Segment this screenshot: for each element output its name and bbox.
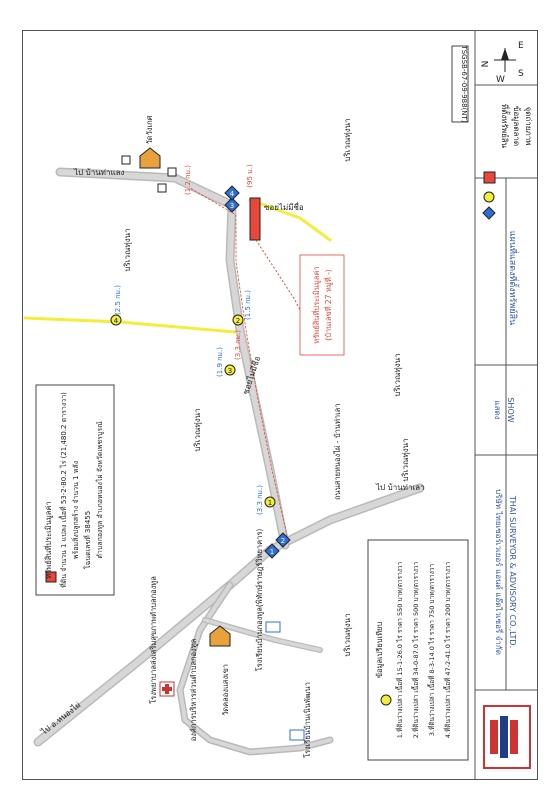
compass-e: E — [518, 41, 524, 51]
subject-legend-box — [36, 385, 114, 595]
subject-legend-title: ทรัพย์สินที่ประเมินมูลค่า — [44, 501, 53, 579]
area-label-1: บริเวณทุ่งนา — [343, 118, 352, 162]
svg-text:3: 3 — [227, 367, 233, 375]
company-logo — [484, 706, 530, 768]
report-code: TSGSB-67-09-988(NT) — [460, 45, 468, 123]
area-label-6: บริเวณทุ่งนา — [343, 613, 352, 657]
area-label-5: บริเวณทุ่งนา — [401, 438, 410, 482]
show-th: แสดง — [493, 400, 502, 420]
svg-text:2: 2 — [280, 537, 286, 545]
label-to-ban-tha-laeng: ไป บ้านท่าแลง — [74, 168, 125, 177]
comparables-icon — [381, 695, 391, 705]
compass-w: W — [496, 75, 505, 85]
map-title: แผนที่แสดงที่ตั้งทรัพย์สิน — [507, 230, 517, 326]
svg-text:3: 3 — [229, 202, 235, 210]
compass-rose-icon — [481, 41, 524, 85]
distance-95m: (95 ม.) — [246, 164, 254, 188]
subject-callout-box — [300, 255, 344, 355]
label-soi-mai-rue-2: ซอยไม่มีชื่อ — [241, 355, 263, 396]
comparable-3: 3.ที่ดินว่างเปล่า เนื้อที่ 8-3-14.0 ไร่ ราคา 750 บาท/ตารางวา — [428, 563, 436, 737]
subject-callout-line1: ทรัพย์สินที่ประเมินมูลค่า — [312, 266, 321, 344]
distance-1-5km: (1.5 กม.) — [244, 290, 252, 320]
svg-text:2: 2 — [235, 317, 241, 325]
area-label-2: บริเวณทุ่งนา — [123, 228, 132, 272]
label-soi-mai-rue: ซอยไม่มีชื่อ — [264, 203, 304, 212]
legend-key-photo: จุดถ่ายภาพ — [524, 106, 533, 146]
label-hospital: โรงพยาบาลส่งเสริมสุขภาพตำบลกองทูล — [149, 576, 158, 704]
distance-3-3km-b: (3.3 กม.) — [256, 485, 264, 515]
label-wat-khong-saeng: วัดคลองแสงเขา — [221, 664, 230, 716]
label-to-ban-tha-lao: ไป บ้านท่าเลา — [376, 483, 425, 492]
hospital-icon — [160, 682, 174, 696]
distance-2-5km: (2.5 กม.) — [114, 285, 122, 315]
photo-key-icon — [483, 207, 495, 219]
svg-text:4: 4 — [229, 190, 235, 198]
svg-text:1: 1 — [269, 548, 275, 556]
legend-key-market: ข้อมูลตลาด — [512, 105, 521, 147]
show-en: SHOW — [506, 397, 515, 423]
svg-text:1: 1 — [267, 499, 273, 507]
subject-property-marker — [250, 198, 260, 240]
label-school-nong-phai: โรงเรียนบ้านกองทูล(พิทักษ์ราษฎร์วิทยาคาร) — [255, 528, 264, 672]
comparable-4: 4.ที่ดินว่างเปล่า เนื้อที่ 47-2-41.0 ไร่ ราคา 200 บาท/ตารางวา — [444, 561, 452, 739]
subject-leader-line — [256, 240, 300, 310]
comparable-2: 2.ที่ดินว่างเปล่า เนื้อที่ 34-0-87.0 ไร่ ราคา 500 บาท/ตารางวา — [412, 561, 420, 739]
label-wat-wang-ket: วัดวังเกศ — [145, 115, 154, 145]
market-key-icon — [484, 192, 494, 202]
temple-icon — [140, 148, 233, 646]
label-tambon-office: องค์การบริหารส่วนตำบลกองทูล — [189, 638, 198, 742]
comparables-title: ข้อมูลเปรียบเทียบ — [375, 621, 384, 679]
subject-legend-line1: ที่ดิน จำนวน 1 แปลง เนื้อที่ 53-2-80.2 ไร่ (21,480.2 ตารางวา) — [60, 392, 68, 588]
subject-key-icon — [484, 172, 495, 183]
subject-legend-line3: โฉนดเลขที่ 38455 — [84, 510, 92, 570]
subject-legend-line2: พร้อมสิ่งปลูกสร้าง จำนวน 1 หลัง — [72, 460, 80, 560]
area-label-4: บริเวณทุ่งนา — [193, 408, 202, 452]
distance-1-9km: (1.9 กม.) — [216, 347, 224, 377]
company-en: THAI SURVEYOR & ADVISORY CO.,LTD. — [508, 495, 517, 649]
subject-legend-line4: ตำบลกองทูล อำเภอหนองไผ่ จังหวัดเพชรบูรณ์ — [96, 421, 104, 559]
comparable-1: 1.ที่ดินว่างเปล่า เนื้อที่ 15-1-26.0 ไร่ ราคา 550 บาท/ตารางวา — [396, 561, 404, 739]
compass-n: N — [481, 60, 491, 68]
company-th: บริษัท ไทยเซอร์เวเยอร์ แอนด์ แอ๊ดไวเซอรี่ จำกัด — [494, 489, 503, 655]
compass-s: S — [518, 69, 524, 79]
area-label-3: บริเวณทุ่งนา — [393, 353, 402, 397]
legend-keys — [483, 104, 533, 219]
legend-key-subject: ที่ตั้งทรัพย์สิน — [500, 103, 509, 149]
distance-1-2km: (1.2 กม.) — [184, 165, 192, 195]
svg-text:4: 4 — [113, 317, 119, 325]
label-school-khlong-saeng: โรงเรียนบ้านเนินพัฒนา — [303, 682, 312, 758]
subject-callout-line2: (บ้านเลขที่ 27 หมู่ที่ -) — [324, 269, 333, 341]
comparables-box — [368, 540, 468, 760]
label-road-nong-phai-tha-lao: ถนนสายหนองไผ่ - บ้านท่าเลา — [333, 403, 342, 500]
label-to-nong-phai: ไป อ.หนองไผ่ — [39, 700, 83, 737]
distance-3-3km-a: (3.3 กม.) — [234, 330, 242, 360]
